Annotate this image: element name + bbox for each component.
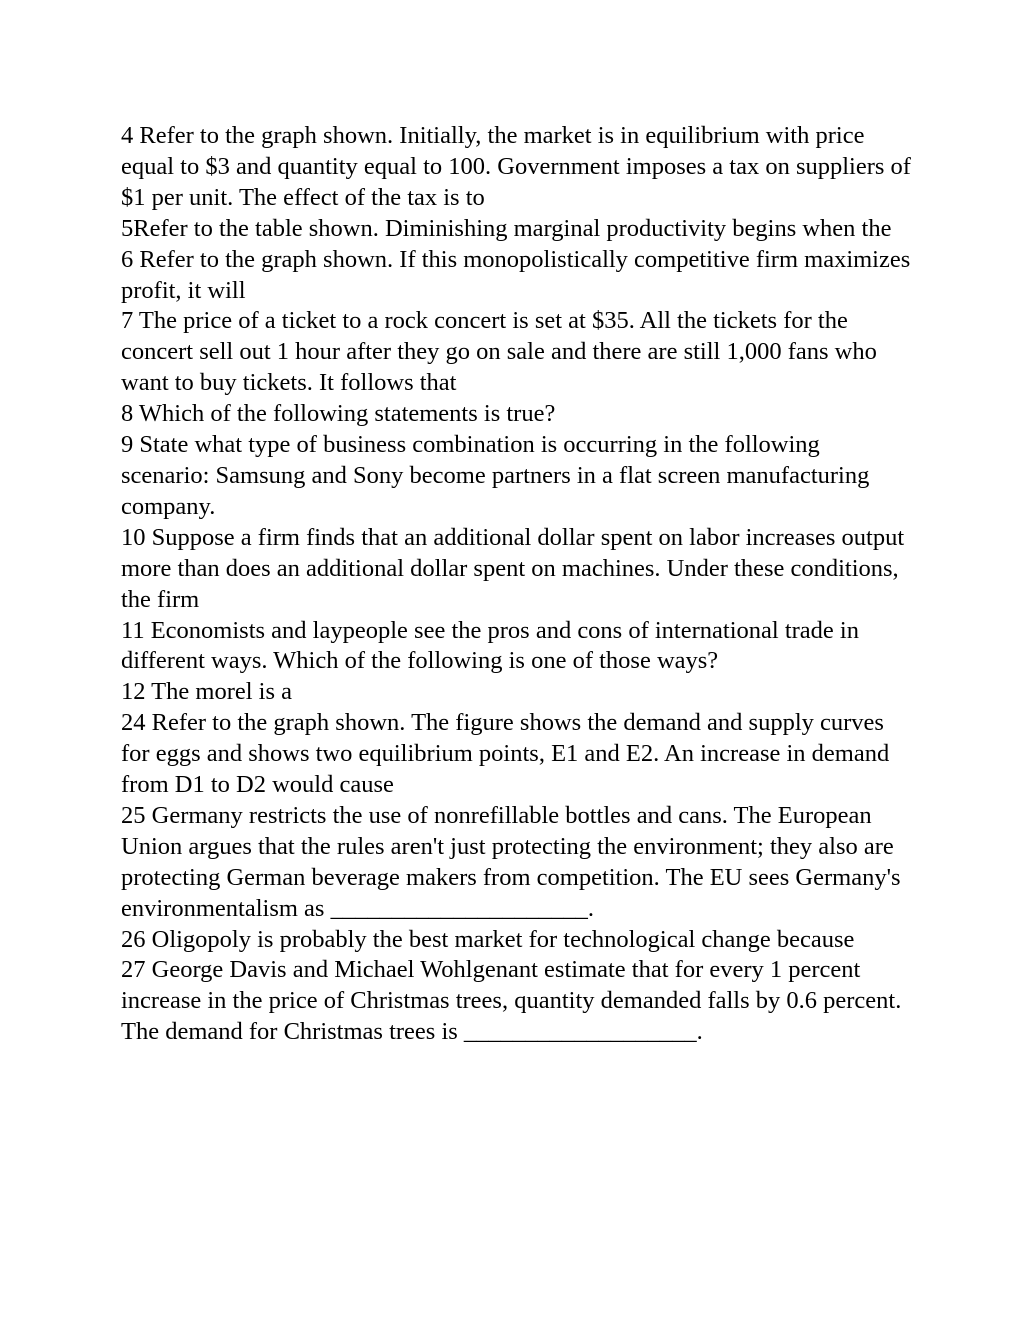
question-26: 26 Oligopoly is probably the best market for technological change because — [121, 925, 855, 953]
question-25: 25 Germany restricts the use of nonrefillable bottles and cans. The European Union argues that the rules aren't just protecting the environment; they also are protecting German beverage makers from competition. The EU sees Germany's environmentalism as _____________________. — [121, 801, 901, 922]
question-8: 8 Which of the following statements is true? — [121, 400, 556, 428]
question-11: 11 Economists and laypeople see the pros and cons of international trade in different ways. Which of the following is one of those ways? — [121, 616, 859, 675]
question-4: 4 Refer to the graph shown. Initially, the market is in equilibrium with price equal to $3 and quantity equal to 100. Government imposes a tax on suppliers of $1 per unit. The effect of the tax is to — [121, 122, 911, 211]
question-27: 27 George Davis and Michael Wohlgenant estimate that for every 1 percent increase in the price of Christmas trees, quantity demanded falls by 0.6 percent. The demand for Christmas trees is ___________________. — [121, 956, 902, 1046]
question-24: 24 Refer to the graph shown. The figure shows the demand and supply curves for eggs and shows two equilibrium points, E1 and E2. An increase in demand from D1 to D2 would cause — [121, 709, 890, 799]
question-10: 10 Suppose a firm finds that an additional dollar spent on labor increases output more than does an additional dollar spent on machines. Under these conditions, the firm — [121, 523, 905, 613]
question-5: 5Refer to the table shown. Diminishing marginal productivity begins when the — [121, 214, 892, 242]
question-9: 9 State what type of business combination is occurring in the following scenario: Samsung and Sony become partners in a flat screen manufacturing company. — [121, 431, 870, 520]
document-page — [121, 121, 911, 1048]
question-7: 7 The price of a ticket to a rock concert is set at $35. All the tickets for the concert sell out 1 hour after they go on sale and there are still 1,000 fans who want to buy tickets. It follows that — [121, 307, 877, 397]
question-12: 12 The morel is a — [121, 678, 293, 706]
question-6: 6 Refer to the graph shown. If this monopolistically competitive firm maximizes profit, it will — [121, 245, 911, 304]
